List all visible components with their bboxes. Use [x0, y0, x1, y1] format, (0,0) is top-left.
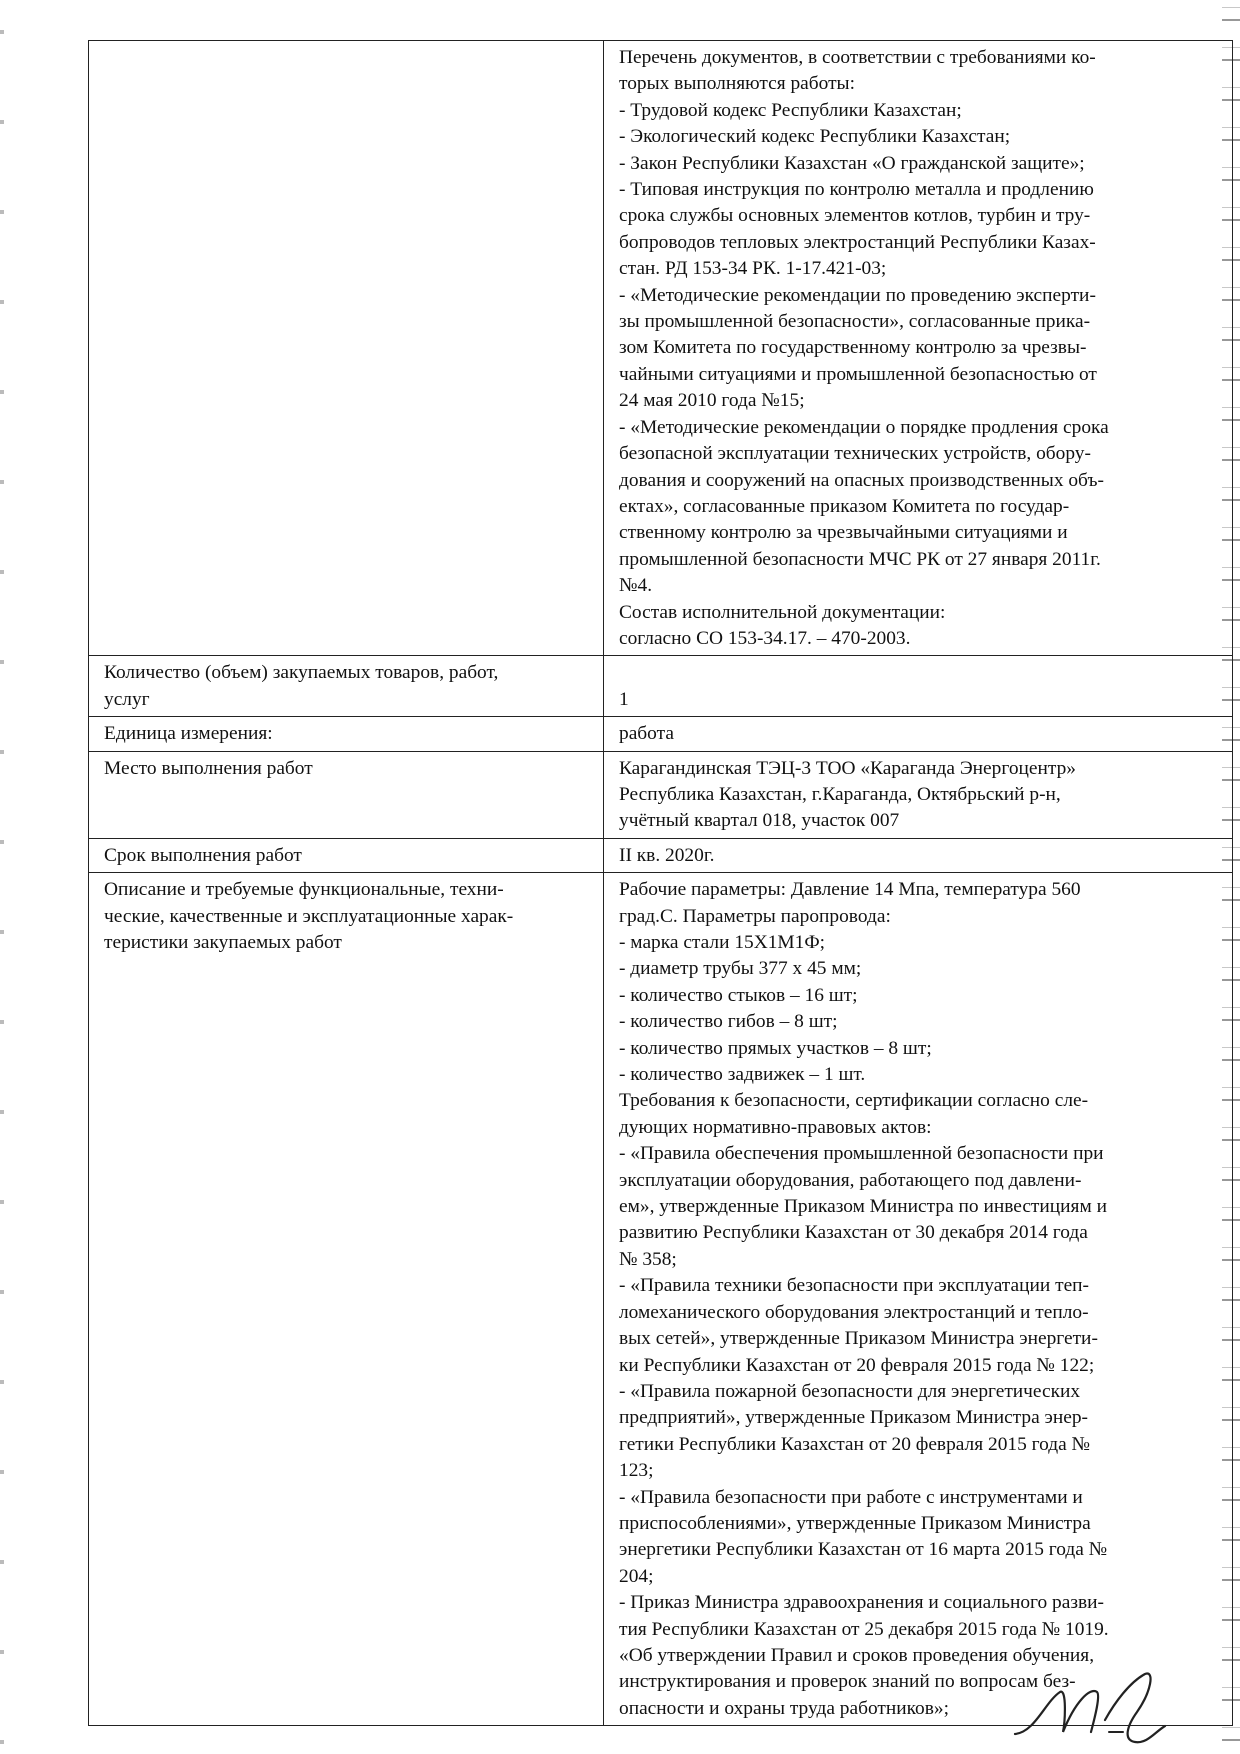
- spec-row: [89, 838, 1233, 872]
- spec-value-cell: [604, 41, 1233, 656]
- scan-artifact-left: [0, 0, 4, 1754]
- value-line: 123;: [619, 1460, 654, 1482]
- spec-row: [89, 751, 1233, 838]
- spec-value-cell: [604, 838, 1233, 872]
- value-line: стан. РД 153-34 РК. 1-17.421-03;: [619, 258, 887, 280]
- value-line: работа: [619, 723, 674, 745]
- spec-label-cell: [89, 717, 604, 751]
- value-line: - Экологический кодекс Республики Казахстан;: [619, 126, 1011, 148]
- spec-label-cell: [89, 838, 604, 872]
- value-line: Республика Казахстан, г.Караганда, Октябрьский р-н,: [619, 783, 1061, 805]
- value-line: [619, 660, 1225, 686]
- value-line: - диаметр трубы 377 х 45 мм;: [619, 958, 862, 980]
- value-line: - Приказ Министра здравоохранения и социального разви-: [619, 1592, 1104, 1614]
- label-line: Срок выполнения работ: [104, 844, 302, 866]
- value-line: град.С. Параметры паропровода:: [619, 905, 891, 927]
- spec-value-cell: [604, 717, 1233, 751]
- value-line: бопроводов тепловых электростанций Республики Казах-: [619, 231, 1096, 253]
- value-line: - количество прямых участков – 8 шт;: [619, 1037, 932, 1059]
- spec-row: [89, 41, 1233, 656]
- value-line: 204;: [619, 1565, 654, 1587]
- label-line: услуг: [104, 688, 150, 710]
- value-line: дующих нормативно-правовых актов:: [619, 1116, 932, 1138]
- value-line: ки Республики Казахстан от 20 февраля 2015 года № 122;: [619, 1354, 1095, 1376]
- spec-value-cell: [604, 751, 1233, 838]
- handwritten-signature: [1005, 1662, 1175, 1752]
- value-line: - количество стыков – 16 шт;: [619, 984, 858, 1006]
- spec-value-cell: [604, 873, 1233, 1726]
- value-line: энергетики Республики Казахстан от 16 марта 2015 года №: [619, 1539, 1108, 1561]
- value-line: безопасной эксплуатации технических устройств, обору-: [619, 443, 1091, 465]
- value-line: зы промышленной безопасности», согласованные прика-: [619, 311, 1091, 333]
- value-line: Требования к безопасности, сертификации согласно сле-: [619, 1090, 1089, 1112]
- value-line: учётный квартал 018, участок 007: [619, 810, 900, 832]
- value-line: предприятий», утвержденные Приказом Министра энер-: [619, 1407, 1088, 1429]
- value-line: №4.: [619, 575, 653, 597]
- value-line: ем», утвержденные Приказом Министра по инвестициям и: [619, 1196, 1107, 1218]
- value-line: 1: [619, 688, 629, 710]
- spec-row: [89, 873, 1233, 1726]
- value-line: вых сетей», утвержденные Приказом Министра энергети-: [619, 1328, 1098, 1350]
- value-line: ломеханического оборудования электростанций и тепло-: [619, 1301, 1089, 1323]
- value-line: тия Республики Казахстан от 25 декабря 2015 года № 1019.: [619, 1618, 1109, 1640]
- value-line: чайными ситуациями и промышленной безопасностью от: [619, 363, 1097, 385]
- value-line: - «Методические рекомендации о порядке продления срока: [619, 416, 1109, 438]
- value-line: - количество гибов – 8 шт;: [619, 1011, 838, 1033]
- value-line: - Типовая инструкция по контролю металла и продлению: [619, 179, 1094, 201]
- value-line: - Закон Республики Казахстан «О гражданской защите»;: [619, 152, 1085, 174]
- value-line: инструктирования и проверок знаний по вопросам без-: [619, 1671, 1076, 1693]
- value-line: приспособлениями», утвержденные Приказом Министра: [619, 1512, 1091, 1534]
- value-line: Рабочие параметры: Давление 14 Мпа, температура 560: [619, 879, 1081, 901]
- value-line: опасности и охраны труда работников»;: [619, 1697, 949, 1719]
- specification-table: [88, 40, 1233, 1726]
- value-line: II кв. 2020г.: [619, 844, 715, 866]
- value-line: - «Правила безопасности при работе с инструментами и: [619, 1486, 1083, 1508]
- value-line: Карагандинская ТЭЦ-3 ТОО «Караганда Энергоцентр»: [619, 757, 1076, 779]
- value-line: ственному контролю за чрезвычайными ситуациями и: [619, 522, 1068, 544]
- specification-table-body: [89, 41, 1233, 1726]
- label-line: теристики закупаемых работ: [104, 932, 342, 953]
- spec-value-cell: [604, 656, 1233, 717]
- label-line: Единица измерения:: [104, 723, 273, 745]
- value-line: согласно СО 153-34.17. – 470-2003.: [619, 627, 911, 649]
- spec-label-cell: [89, 656, 604, 717]
- value-line: - Трудовой кодекс Республики Казахстан;: [619, 99, 962, 121]
- value-line: - «Правила техники безопасности при эксплуатации теп-: [619, 1275, 1090, 1297]
- value-line: «Об утверждении Правил и сроков проведения обучения,: [619, 1644, 1095, 1666]
- value-line: Состав исполнительной документации:: [619, 601, 946, 623]
- value-line: - количество задвижек – 1 шт.: [619, 1064, 866, 1086]
- spec-label-cell: [89, 41, 604, 656]
- label-line: Описание и требуемые функциональные, техни-: [104, 879, 504, 901]
- label-line: Количество (объем) закупаемых товаров, работ,: [104, 662, 499, 684]
- value-line: дования и сооружений на опасных производственных объ-: [619, 469, 1104, 491]
- spec-label-cell: [89, 873, 604, 1726]
- value-line: срока службы основных элементов котлов, турбин и тру-: [619, 205, 1091, 227]
- value-line: ектах», согласованные приказом Комитета по государ-: [619, 495, 1070, 517]
- value-line: развитию Республики Казахстан от 30 декабря 2014 года: [619, 1222, 1088, 1244]
- value-line: эксплуатации оборудования, работающего под давлени-: [619, 1169, 1082, 1191]
- value-line: - «Правила обеспечения промышленной безопасности при: [619, 1143, 1104, 1165]
- spec-row: [89, 656, 1233, 717]
- spec-row: [89, 717, 1233, 751]
- spec-label-cell: [89, 751, 604, 838]
- value-line: гетики Республики Казахстан от 20 февраля 2015 года №: [619, 1433, 1091, 1455]
- value-line: промышленной безопасности МЧС РК от 27 января 2011г.: [619, 548, 1101, 570]
- value-line: - «Методические рекомендации по проведению эксперти-: [619, 284, 1096, 306]
- value-line: зом Комитета по государственному контролю за чрезвы-: [619, 337, 1087, 359]
- value-line: торых выполняются работы:: [619, 73, 855, 95]
- value-line: № 358;: [619, 1248, 677, 1270]
- value-line: 24 мая 2010 года №15;: [619, 390, 805, 412]
- label-line: ческие, качественные и эксплуатационные харак-: [104, 905, 514, 927]
- value-line: Перечень документов, в соответствии с требованиями ко-: [619, 47, 1096, 68]
- label-line: Место выполнения работ: [104, 757, 313, 779]
- value-line: - «Правила пожарной безопасности для энергетических: [619, 1380, 1081, 1402]
- value-line: - марка стали 15Х1М1Ф;: [619, 932, 826, 953]
